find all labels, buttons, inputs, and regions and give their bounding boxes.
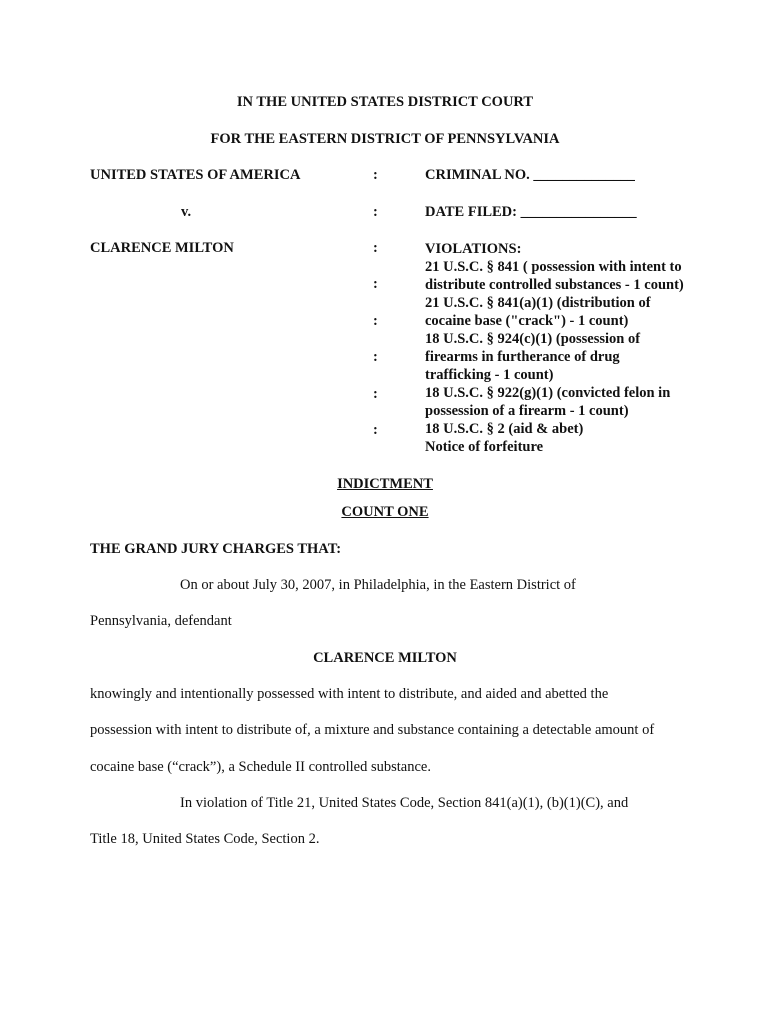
- paragraph-line: Title 18, United States Code, Section 2.: [90, 831, 320, 847]
- criminal-number: CRIMINAL NO. ______________: [425, 167, 635, 183]
- violation-line: 18 U.S.C. § 2 (aid & abet): [425, 421, 584, 437]
- paragraph-line: possession with intent to distribute of, a mixture and substance containing a detectable amount of: [90, 722, 655, 738]
- violation-line: 18 U.S.C. § 924(c)(1) (possession of: [425, 331, 641, 347]
- defendant-name: CLARENCE MILTON: [90, 240, 234, 256]
- paragraph-line: Pennsylvania, defendant: [90, 613, 232, 629]
- paragraph-line: In violation of Title 21, United States Code, Section 841(a)(1), (b)(1)(C), and: [180, 795, 629, 811]
- court-heading-line2: FOR THE EASTERN DISTRICT OF PENNSYLVANIA: [210, 131, 560, 147]
- count-one-title: COUNT ONE: [341, 504, 429, 520]
- paragraph-line: knowingly and intentionally possessed with intent to distribute, and aided and abetted the: [90, 686, 609, 702]
- caption-colon: :: [373, 313, 378, 329]
- caption-colon: :: [373, 276, 378, 292]
- date-filed: DATE FILED: ________________: [425, 204, 637, 220]
- defendant-name-body: CLARENCE MILTON: [313, 650, 457, 666]
- violation-line: cocaine base ("crack") - 1 count): [425, 313, 629, 329]
- violation-line: trafficking - 1 count): [425, 367, 554, 383]
- violation-line: Notice of forfeiture: [425, 439, 544, 455]
- court-heading-line1: IN THE UNITED STATES DISTRICT COURT: [236, 94, 534, 110]
- violation-line: possession of a firearm - 1 count): [425, 403, 629, 419]
- violation-line: 21 U.S.C. § 841(a)(1) (distribution of: [425, 295, 651, 311]
- caption-colon: :: [373, 349, 378, 365]
- caption-colon: :: [373, 240, 378, 256]
- indictment-title: INDICTMENT: [337, 476, 433, 492]
- violations-heading: VIOLATIONS:: [425, 241, 522, 257]
- caption-colon: :: [373, 204, 378, 220]
- violation-line: 18 U.S.C. § 922(g)(1) (convicted felon in: [425, 385, 671, 401]
- violation-line: distribute controlled substances - 1 count): [425, 277, 684, 293]
- caption-colon: :: [373, 422, 378, 438]
- paragraph-line: On or about July 30, 2007, in Philadelphia, in the Eastern District of: [180, 577, 576, 593]
- grand-jury-charges: THE GRAND JURY CHARGES THAT:: [90, 541, 342, 557]
- caption-colon: :: [373, 386, 378, 402]
- violation-line: firearms in furtherance of drug: [425, 349, 620, 365]
- caption-colon: :: [373, 167, 378, 183]
- plaintiff-name: UNITED STATES OF AMERICA: [90, 167, 301, 183]
- violation-line: 21 U.S.C. § 841 ( possession with intent to: [425, 259, 682, 275]
- paragraph-line: cocaine base (“crack”), a Schedule II controlled substance.: [90, 759, 431, 775]
- versus-label: v.: [181, 204, 192, 220]
